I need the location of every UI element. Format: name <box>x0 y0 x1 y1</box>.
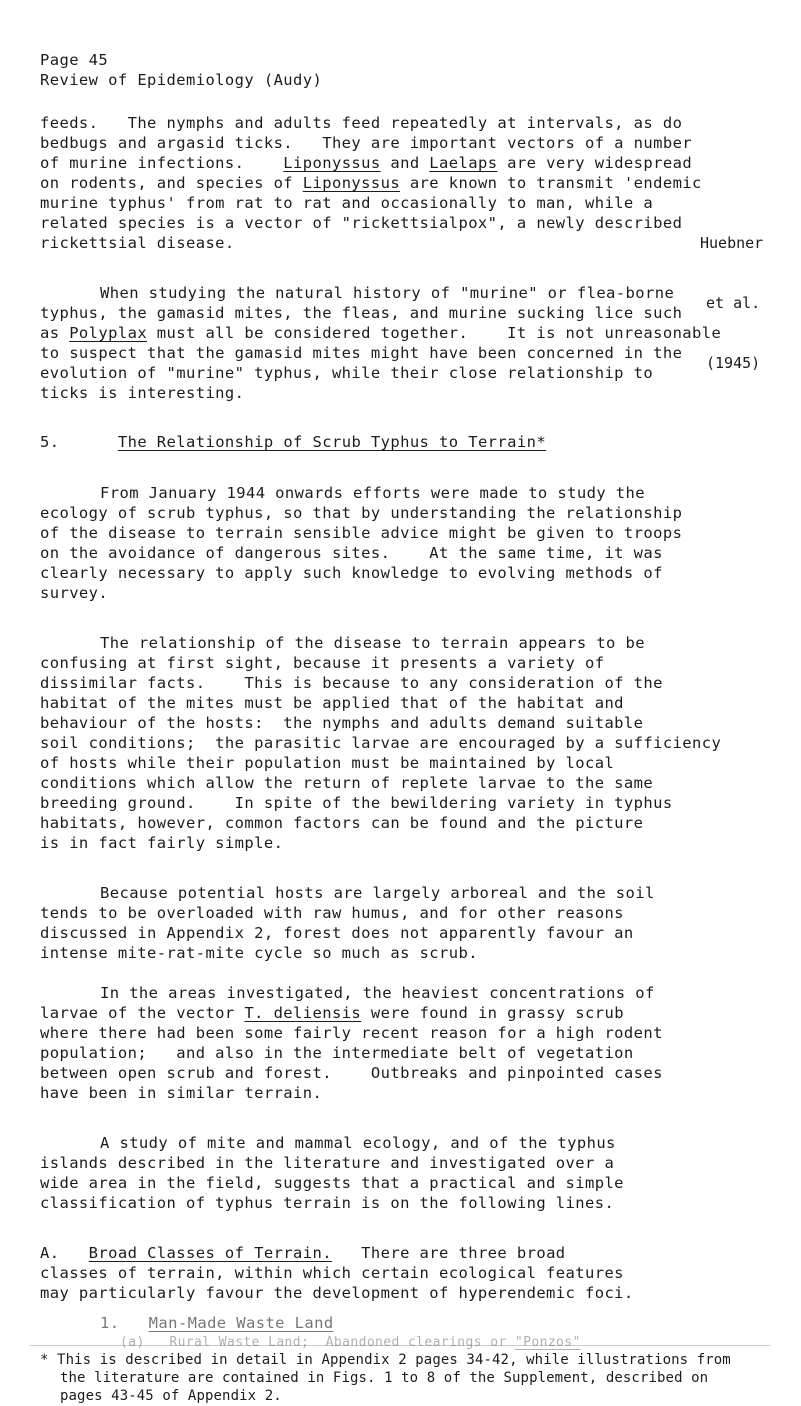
text-line: murine typhus' from rat to rat and occasionally to man, while a <box>40 194 654 212</box>
text-line: population; and also in the intermediate belt of vegetation <box>40 1044 634 1062</box>
footnote-line: the literature are contained in Figs. 1 to 8 of the Supplement, described on <box>60 1370 709 1386</box>
text-line: of the disease to terrain sensible advice might be given to troops <box>40 524 683 542</box>
subsection-label: A. <box>40 1244 60 1262</box>
text-line: ecology of scrub typhus, so that by understanding the relationship <box>40 504 683 522</box>
text-line <box>0 323 801 343</box>
margin-line: (1945) <box>706 354 761 372</box>
text-line: where there had been some fairly recent reason for a high rodent <box>40 1024 663 1042</box>
text-line: feeds. The nymphs and adults feed repeatedly at intervals, as do <box>40 114 683 132</box>
text-line: classification of typhus terrain is on the following lines. <box>40 1194 615 1212</box>
section-title: The Relationship of Scrub Typhus to Terrain* <box>117 433 547 451</box>
text-line: have been in similar terrain. <box>40 1084 323 1102</box>
text-line: The relationship of the disease to terrain appears to be <box>100 634 645 652</box>
genus-name: Liponyssus <box>302 174 401 192</box>
margin-line: Huebner <box>700 234 764 252</box>
text-line: is in fact fairly simple. <box>40 834 284 852</box>
text-span: of murine infections. <box>40 154 284 172</box>
text-line: between open scrub and forest. Outbreaks and pinpointed cases <box>40 1064 663 1082</box>
text-line: intense mite-rat-mite cycle so much as scrub. <box>40 944 478 962</box>
text-line: may particularly favour the development of hyperendemic foci. <box>40 1284 634 1302</box>
text-line: of hosts while their population must be maintained by local <box>40 754 615 772</box>
text-span: are very widespread <box>497 154 693 172</box>
text-line: In the areas investigated, the heaviest concentrations of <box>100 984 655 1002</box>
text-span: Rural Waste Land; Abandoned clearings or <box>169 1335 515 1350</box>
text-line: When studying the natural history of "murine" or flea-borne <box>100 284 675 302</box>
text-line: to suspect that the gamasid mites might have been concerned in the <box>40 344 683 362</box>
list-item-heading <box>0 1313 801 1333</box>
text-span: must all be considered together. It is not unreasonable <box>147 324 722 342</box>
text-line: confusing at first sight, because it presents a variety of <box>40 654 605 672</box>
text-line: A study of mite and mammal ecology, and of the typhus <box>100 1134 616 1152</box>
margin-line: et al. <box>706 294 761 312</box>
text-line: classes of terrain, within which certain ecological features <box>40 1264 624 1282</box>
text-line: discussed in Appendix 2, forest does not apparently favour an <box>40 924 634 942</box>
text-span: larvae of the vector <box>40 1004 245 1022</box>
text-line: bedbugs and argasid ticks. They are important vectors of a number <box>40 134 693 152</box>
text-line: Because potential hosts are largely arboreal and the soil <box>100 884 655 902</box>
text-line <box>0 1003 801 1023</box>
page-number: Page 45 <box>40 51 109 69</box>
text-line: typhus, the gamasid mites, the fleas, and murine sucking lice such <box>40 304 683 322</box>
text-line: breeding ground. In spite of the bewildering variety in typhus <box>40 794 673 812</box>
genus-name: Laelaps <box>429 154 498 172</box>
text-line: rickettsial disease. <box>40 234 235 252</box>
text-line: on the avoidance of dangerous sites. At the same time, it was <box>40 544 663 562</box>
text-span: as <box>40 324 70 342</box>
text-line: wide area in the field, suggests that a practical and simple <box>40 1174 624 1192</box>
text-span: were found in grassy scrub <box>361 1004 624 1022</box>
text-line: habitats, however, common factors can be found and the picture <box>40 814 644 832</box>
footnote-rule <box>30 1345 770 1346</box>
text-line: clearly necessary to apply such knowledge to evolving methods of <box>40 564 663 582</box>
running-title: Review of Epidemiology (Audy) <box>40 71 323 89</box>
text-span: on rodents, and species of <box>40 174 303 192</box>
item-title: Man-Made Waste Land <box>148 1314 334 1332</box>
text-line: evolution of "murine" typhus, while their close relationship to <box>40 364 654 382</box>
footnote-line: pages 43-45 of Appendix 2. <box>60 1388 282 1404</box>
text-line: conditions which allow the return of replete larvae to the same <box>40 774 654 792</box>
text-span: "Ponzos" <box>514 1335 581 1350</box>
text-line: tends to be overloaded with raw humus, and for other reasons <box>40 904 624 922</box>
text-span: and <box>380 154 430 172</box>
genus-name: Polyplax <box>69 324 148 342</box>
text-line: ticks is interesting. <box>40 384 245 402</box>
text-span: There are three broad <box>331 1244 566 1262</box>
text-line: related species is a vector of "rickettsialpox", a newly described <box>40 214 683 232</box>
text-line <box>0 153 801 173</box>
text-line <box>0 173 801 193</box>
section-number: 5. <box>40 433 60 451</box>
text-line: habitat of the mites must be applied that of the habitat and <box>40 694 624 712</box>
footnote-line: * This is described in detail in Appendix 2 pages 34-42, while illustrations from <box>40 1352 731 1368</box>
item-number: 1. <box>100 1314 120 1332</box>
text-span: are known to transmit 'endemic <box>400 174 702 192</box>
text-line: dissimilar facts. This is because to any consideration of the <box>40 674 663 692</box>
species-name: T. deliensis <box>244 1004 362 1022</box>
subitem-label: (a) <box>120 1335 145 1350</box>
text-line: islands described in the literature and investigated over a <box>40 1154 615 1172</box>
section-heading <box>0 432 801 452</box>
subsection-title: Broad Classes of Terrain. <box>88 1244 332 1262</box>
text-line: behaviour of the hosts: the nymphs and adults demand suitable <box>40 714 644 732</box>
text-line: From January 1944 onwards efforts were made to study the <box>100 484 645 502</box>
genus-name: Liponyssus <box>283 154 381 172</box>
text-line <box>0 1243 801 1263</box>
text-line: survey. <box>40 584 109 602</box>
text-line: soil conditions; the parasitic larvae are encouraged by a sufficiency <box>40 734 722 752</box>
